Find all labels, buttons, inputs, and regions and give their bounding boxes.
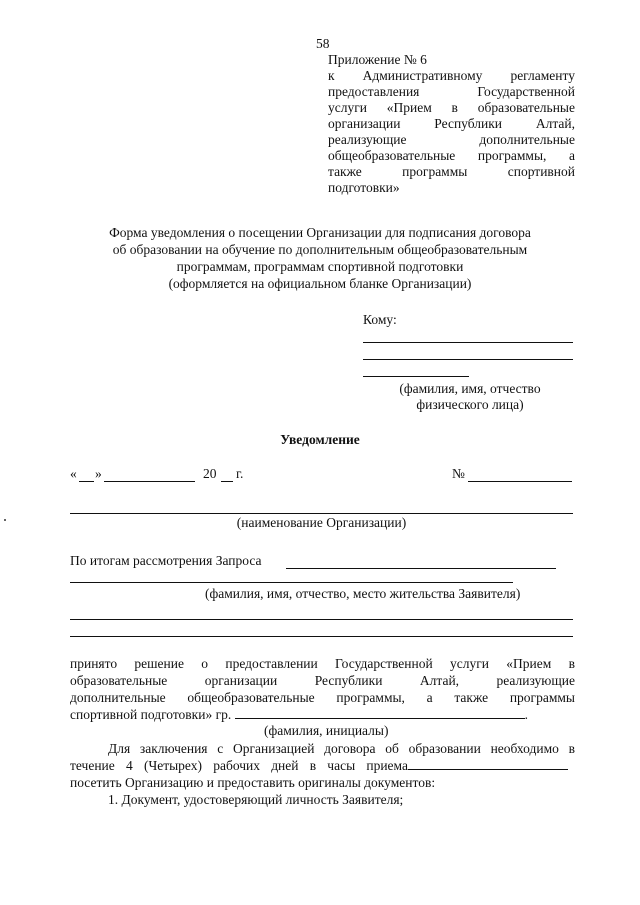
- appendix-line-last: подготовки»: [328, 180, 400, 195]
- contract-paragraph: [70, 740, 575, 808]
- number-sign: №: [452, 466, 465, 481]
- appendix-line: услуги «Прием в образовательные: [328, 100, 575, 115]
- decision-line: образовательные организации Республики Алтай, реализующие: [70, 673, 575, 688]
- recipient-caption: [360, 381, 580, 413]
- decision-paragraph: [70, 655, 575, 723]
- date-year-suffix: г.: [236, 466, 244, 481]
- decision-last-suffix: .: [524, 707, 529, 722]
- form-title-line: об образовании на обучение по дополнительным общеобразовательным: [112, 242, 528, 257]
- date-month-field[interactable]: [104, 481, 195, 482]
- recipient-caption-line: физического лица): [416, 397, 524, 412]
- number-field[interactable]: [468, 481, 572, 482]
- contract-line: Для заключения с Организацией договора об образовании необходимо в: [108, 741, 575, 756]
- contract-line: посетить Организацию и предоставить оригиналы документов:: [70, 775, 436, 790]
- applicant-extra-field[interactable]: [70, 619, 573, 620]
- form-title-line: программам, программам спортивной подготовки: [176, 259, 464, 274]
- date-day-field[interactable]: [79, 481, 94, 482]
- decision-last-prefix: спортивной подготовки» гр.: [70, 707, 232, 722]
- appendix-block: [328, 52, 575, 196]
- initials-caption: (фамилия, инициалы): [264, 723, 389, 738]
- decision-line: принято решение о предоставлении Государственной услуги «Прием в: [70, 656, 575, 671]
- citizen-name-field[interactable]: [235, 706, 525, 719]
- appendix-line: реализующие дополнительные: [328, 132, 575, 147]
- form-title-line: Форма уведомления о посещении Организации для подписания договора: [109, 225, 531, 240]
- recipient-label: Кому:: [363, 312, 397, 327]
- appendix-line: организации Республики Алтай,: [328, 116, 575, 131]
- recipient-caption-line: (фамилия, имя, отчество: [399, 381, 541, 396]
- applicant-field[interactable]: [70, 582, 513, 583]
- applicant-extra-field[interactable]: [70, 636, 573, 637]
- organization-caption: (наименование Организации): [236, 515, 407, 530]
- request-label: По итогам рассмотрения Запроса: [70, 553, 262, 568]
- reception-hours-field[interactable]: [408, 757, 568, 770]
- contract-line: течение 4 (Четырех) рабочих дней в часы приема: [70, 758, 408, 773]
- request-field[interactable]: [286, 568, 556, 569]
- recipient-line[interactable]: [363, 376, 469, 377]
- date-year-prefix: 20: [203, 466, 217, 481]
- notice-heading: Уведомление: [280, 432, 360, 447]
- decision-line: дополнительные общеобразовательные программы, а также программы: [70, 690, 575, 705]
- date-close-quote: »: [95, 466, 102, 481]
- scan-speck: [4, 519, 6, 521]
- date-open-quote: «: [70, 466, 77, 481]
- organization-field[interactable]: [70, 513, 573, 514]
- appendix-line: к Административному регламенту: [328, 68, 575, 83]
- appendix-title: Приложение № 6: [328, 52, 427, 67]
- recipient-line[interactable]: [363, 359, 573, 360]
- form-title: [60, 224, 580, 292]
- recipient-line[interactable]: [363, 342, 573, 343]
- form-title-line: (оформляется на официальном бланке Организации): [168, 276, 472, 291]
- applicant-caption: (фамилия, имя, отчество, место жительства Заявителя): [205, 586, 521, 601]
- page-number: 58: [316, 36, 330, 51]
- appendix-line: предоставления Государственной: [328, 84, 575, 99]
- appendix-line: общеобразовательные программы, а: [328, 148, 575, 163]
- document-item: 1. Документ, удостоверяющий личность Заявителя;: [108, 792, 404, 807]
- appendix-line: также программы спортивной: [328, 164, 575, 179]
- date-year-field[interactable]: [221, 481, 233, 482]
